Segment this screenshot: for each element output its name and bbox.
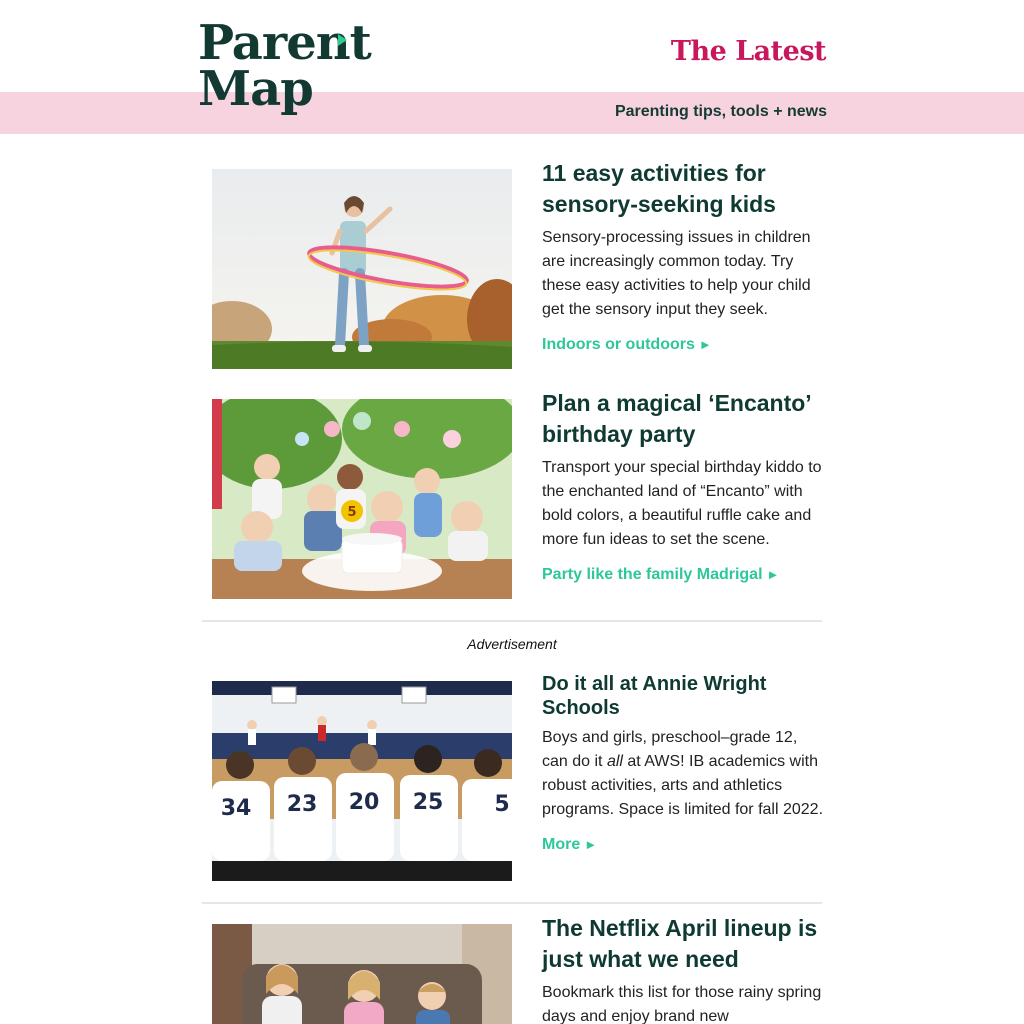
article-image-birthday-party[interactable]	[212, 399, 512, 599]
jersey-number: 34	[220, 796, 252, 821]
article-text	[542, 673, 824, 854]
description-emphasis: all	[606, 753, 623, 770]
description-part: at AWS! IB academics with robust activities, arts and athletics programs. Space is limited for fall 2022.	[542, 753, 824, 818]
header	[0, 0, 1024, 92]
article-title[interactable]: 11 easy activities for sensory-seeking kids	[542, 160, 776, 217]
arrow-right-icon: ►	[584, 837, 598, 852]
jersey-number: 5	[494, 792, 510, 817]
jersey-number: 20	[348, 790, 380, 815]
article-title[interactable]: The Netflix April lineup is just what we need	[542, 915, 818, 972]
article-image-basketball-team[interactable]	[212, 681, 512, 881]
logo-word-parent: Parent	[198, 15, 371, 71]
article-link-more[interactable]	[542, 836, 597, 854]
article-description: Bookmark this list for those rainy spring days and enjoy brand new	[542, 984, 822, 1024]
divider	[202, 620, 822, 622]
parentmap-logo[interactable]	[198, 15, 371, 122]
play-triangle-icon	[338, 34, 347, 46]
article-text	[542, 915, 824, 1024]
article-link-madrigal[interactable]	[542, 566, 779, 584]
article-description: Transport your special birthday kiddo to the enchanted land of “Encanto” with bold colors, a beautiful ruffle cake and more fun ideas to set the scene.	[542, 459, 822, 548]
article-title[interactable]: Plan a magical ‘Encanto’ birthday party	[542, 390, 811, 447]
jersey-number: 25	[412, 790, 444, 815]
article-image-netflix-kids[interactable]	[212, 924, 512, 1024]
tagline: Parenting tips, tools + news	[614, 103, 827, 120]
link-label: Indoors or outdoors	[542, 336, 695, 353]
arrow-right-icon: ►	[698, 337, 712, 352]
logo-word-map: Map	[198, 61, 313, 117]
article-image-hula-hoop[interactable]	[212, 169, 512, 369]
article-description: Sensory-processing issues in children are increasingly common today. Try these easy activities to help your child get the sensory input they seek.	[542, 229, 811, 318]
description-part: Boys and girls, preschool–grade 12, can do it	[542, 729, 798, 770]
advertisement-label: Advertisement	[467, 636, 557, 652]
article-link-indoors-outdoors[interactable]	[542, 336, 712, 354]
article-title[interactable]: Do it all at Annie Wright Schools	[542, 673, 767, 719]
cake-topper-number: 5	[347, 505, 357, 520]
article-text	[542, 390, 824, 584]
arrow-right-icon: ►	[766, 567, 780, 582]
link-label: More	[542, 836, 581, 853]
article-description	[542, 726, 824, 822]
section-title: The Latest	[670, 36, 826, 67]
jersey-number: 23	[286, 792, 318, 817]
link-label: Party like the family Madrigal	[542, 566, 763, 583]
article-text	[542, 160, 824, 354]
divider	[202, 902, 822, 904]
tagline-band	[0, 92, 1024, 134]
